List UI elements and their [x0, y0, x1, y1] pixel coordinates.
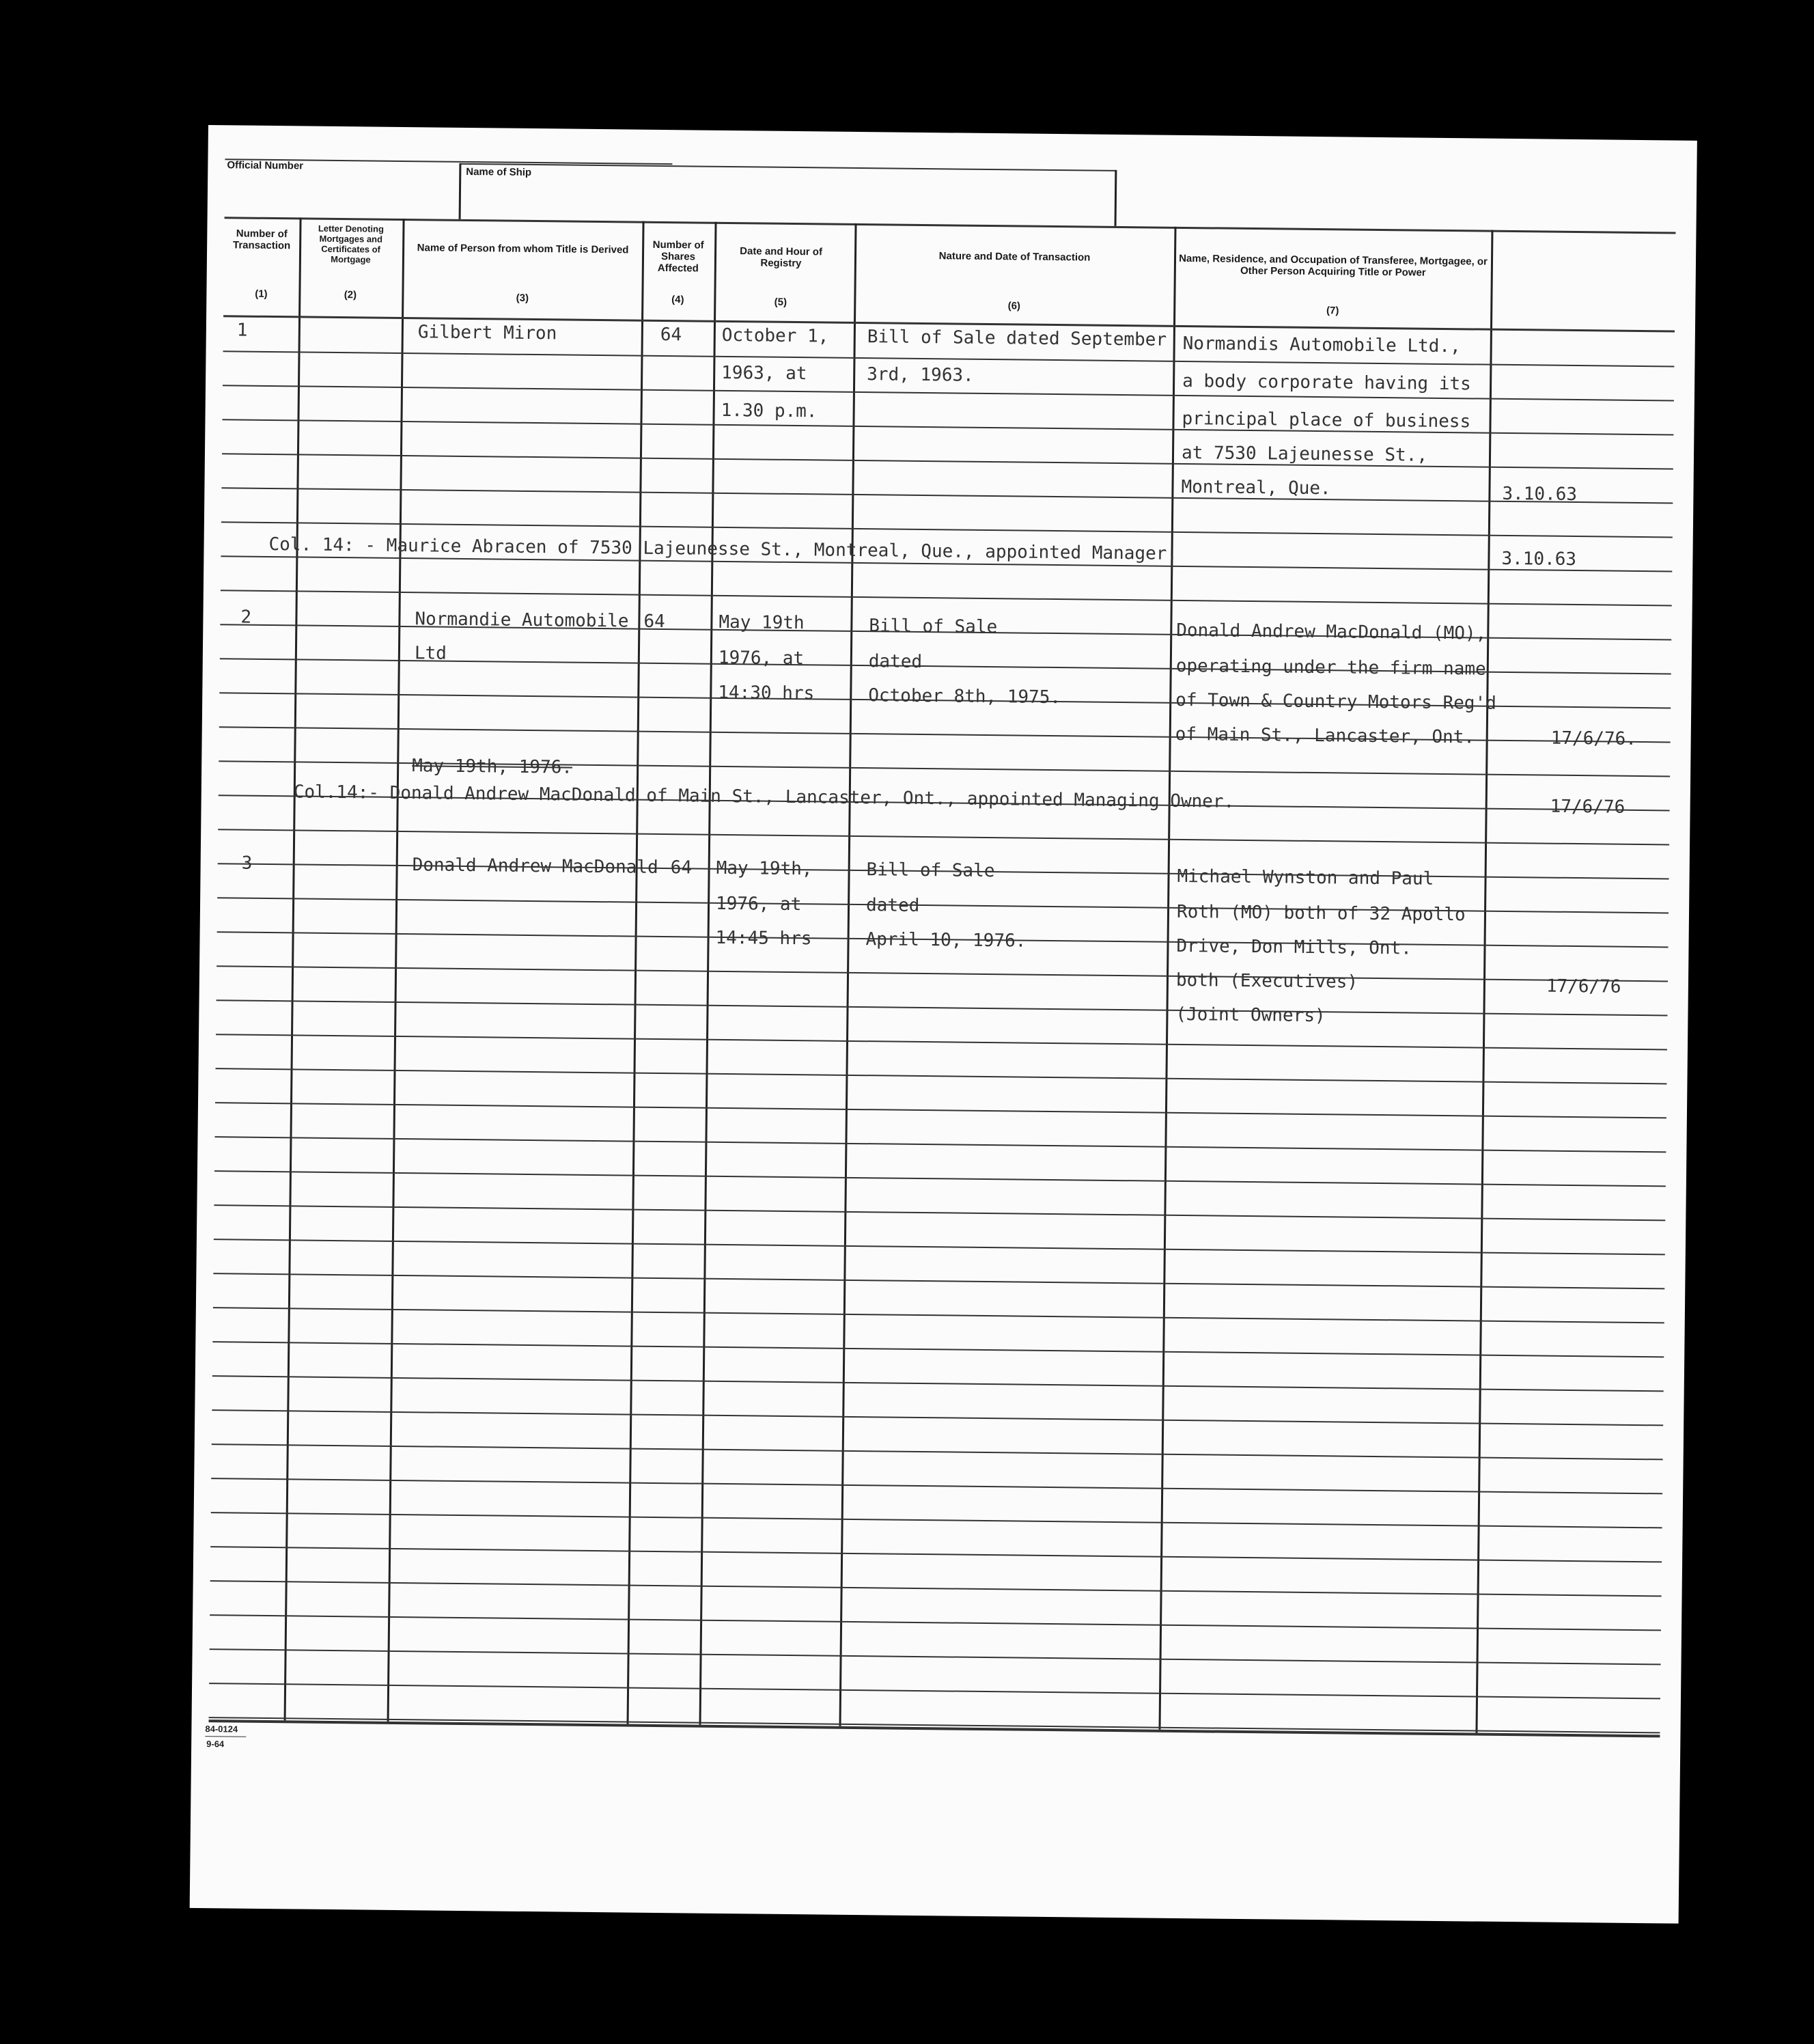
ruled-line — [212, 1444, 1663, 1460]
entry-3-nature-line2: dated — [865, 895, 920, 916]
entry-1-nature-line1: Bill of Sale dated September — [867, 327, 1167, 350]
bottom-rule — [209, 1720, 1660, 1737]
col3-number: (3) — [516, 292, 529, 304]
ruled-line — [214, 1170, 1666, 1187]
entry-3-nature-line3: April 10, 1976. — [865, 929, 1027, 952]
col2-number: (2) — [344, 289, 357, 301]
ruled-line — [210, 1580, 1662, 1597]
entry-2-date-line3: 14:30 hrs — [718, 682, 815, 704]
ruled-line — [209, 1717, 1660, 1733]
col6-heading: Nature and Date of Transaction — [938, 250, 1091, 264]
entry-2-from-line2: Ltd — [414, 643, 447, 664]
entry-3-from: Donald Andrew MacDonald — [412, 855, 658, 878]
entry-3-number: 3 — [241, 853, 253, 874]
col1-heading: Number of Transaction — [232, 227, 291, 252]
col5-number: (5) — [774, 296, 787, 308]
entry-1-to-line3: principal place of business — [1182, 408, 1471, 432]
name-of-ship-label: Name of Ship — [466, 165, 532, 178]
ruled-line — [216, 1034, 1667, 1050]
col6-number: (6) — [1007, 300, 1021, 312]
col7-heading: Name, Residence, and Occupation of Transferee, Mortgagee, or Other Person Acquiring Title or Power — [1179, 252, 1488, 279]
note-2-initials: 17/6/76 — [1550, 796, 1625, 818]
ruled-line — [211, 1512, 1662, 1528]
entry-1-date-line1: October 1, — [721, 324, 829, 347]
entry-1-nature-line2: 3rd, 1963. — [867, 364, 974, 386]
entry-2-to-line1: Donald Andrew MacDonald (MO), — [1176, 620, 1487, 644]
entry-3-date-line3: 14:45 hrs — [715, 927, 812, 950]
entry-2-nature-line1: Bill of Sale — [869, 616, 998, 638]
entry-3-shares: 64 — [670, 857, 693, 879]
entry-1-from: Gilbert Miron — [417, 322, 557, 344]
ruled-lines — [208, 125, 1697, 141]
entry-3-to-line2: Roth (MO) both of 32 Apollo — [1176, 901, 1466, 926]
ruled-line — [213, 1273, 1664, 1289]
ruled-line — [216, 1068, 1667, 1084]
col1-number: (1) — [255, 288, 268, 300]
entry-2-date-line2: 1976, at — [718, 647, 805, 669]
entry-2-nature-line2: dated — [868, 651, 923, 672]
entry-2-to-line2: operating under the firm name — [1175, 655, 1486, 680]
entry-3-date-line1: May 19th, — [716, 857, 813, 880]
ruled-line — [210, 1546, 1662, 1562]
entry-2-to-line3: of Town & Country Motors Reg'd — [1175, 689, 1497, 714]
col5-heading: Date and Hour of Registry — [740, 245, 823, 270]
ruled-line — [212, 1409, 1663, 1426]
entry-2-to-line4: of Main St., Lancaster, Ont. — [1175, 723, 1475, 748]
entry-2-date-line1: May 19th — [718, 611, 805, 634]
note-2-struck-date: May 19th, 1976. — [412, 756, 573, 778]
col4-heading: Number of Shares Affected — [652, 238, 704, 275]
entry-1-shares: 64 — [660, 324, 682, 346]
note-1: Col. 14: - Maurice Abracen of 7530 Lajeunesse St., Montreal, Que., appointed Manager. — [268, 534, 1178, 564]
ruled-line — [211, 1478, 1662, 1494]
ruled-line — [215, 1102, 1666, 1118]
entry-2-nature-line3: October 8th, 1975. — [868, 685, 1061, 708]
ruled-line — [218, 829, 1669, 845]
entry-3-to-line3: Drive, Don Mills, Ont. — [1176, 935, 1412, 959]
ruled-line — [214, 1239, 1665, 1255]
entry-1-to-line2: a body corporate having its — [1182, 370, 1471, 395]
col3-heading: Name of Person from whom Title is Derived — [417, 242, 629, 256]
entry-2-number: 2 — [240, 607, 252, 628]
note-1-initials: 3.10.63 — [1501, 548, 1577, 570]
entry-1-initials: 3.10.63 — [1502, 483, 1578, 506]
col4-number: (4) — [671, 294, 684, 306]
entry-1-to-line5: Montreal, Que. — [1181, 476, 1331, 499]
official-number-label: Official Number — [227, 159, 304, 172]
col7-number: (7) — [1326, 305, 1339, 317]
name-of-ship-field[interactable] — [462, 182, 1111, 223]
form-number: 84-0124 — [205, 1724, 238, 1735]
ruled-line — [217, 965, 1668, 982]
ruled-line — [212, 1341, 1664, 1357]
ruled-line — [209, 1683, 1660, 1699]
entry-2-initials: 17/6/76. — [1550, 728, 1637, 749]
entry-3-to-line5: (Joint Owners) — [1175, 1004, 1326, 1027]
col2-heading: Letter Denoting Mortgages and Certificates of Mortgage — [318, 223, 385, 265]
ruled-line — [214, 1136, 1666, 1152]
entry-1-to-line4: at 7530 Lajeunesse St., — [1181, 442, 1428, 466]
entry-1-date-line3: 1.30 p.m. — [721, 400, 818, 422]
entry-3-to-line1: Michael Wynston and Paul — [1177, 866, 1434, 889]
ruled-line — [221, 590, 1672, 606]
form-date: 9-64 — [206, 1739, 225, 1750]
ruled-line — [214, 1204, 1665, 1221]
entry-3-to-line4: both (Executives) — [1175, 969, 1358, 993]
register-page — [190, 125, 1697, 1924]
ruled-line — [217, 999, 1668, 1016]
entry-3-initials: 17/6/76 — [1546, 976, 1621, 997]
ruled-line — [222, 453, 1673, 469]
ruled-line — [213, 1307, 1664, 1323]
ruled-line — [221, 487, 1673, 503]
entry-3-date-line2: 1976, at — [715, 893, 802, 915]
entry-1-number: 1 — [236, 320, 248, 341]
note-2: Col.14:- Donald Andrew MacDonald of Main St., Lancaster, Ont., appointed Managing Owner. — [293, 782, 1235, 812]
ruled-line — [210, 1648, 1661, 1665]
entry-2-shares: 64 — [643, 611, 665, 633]
entry-1-to-line1: Normandis Automobile Ltd., — [1182, 333, 1461, 357]
entry-3-nature-line1: Bill of Sale — [866, 859, 995, 882]
ruled-line — [212, 1375, 1664, 1392]
entry-2-from-line1: Normandie Automobile — [415, 609, 629, 632]
entry-1-date-line2: 1963, at — [721, 362, 807, 385]
ruled-line — [210, 1614, 1661, 1631]
